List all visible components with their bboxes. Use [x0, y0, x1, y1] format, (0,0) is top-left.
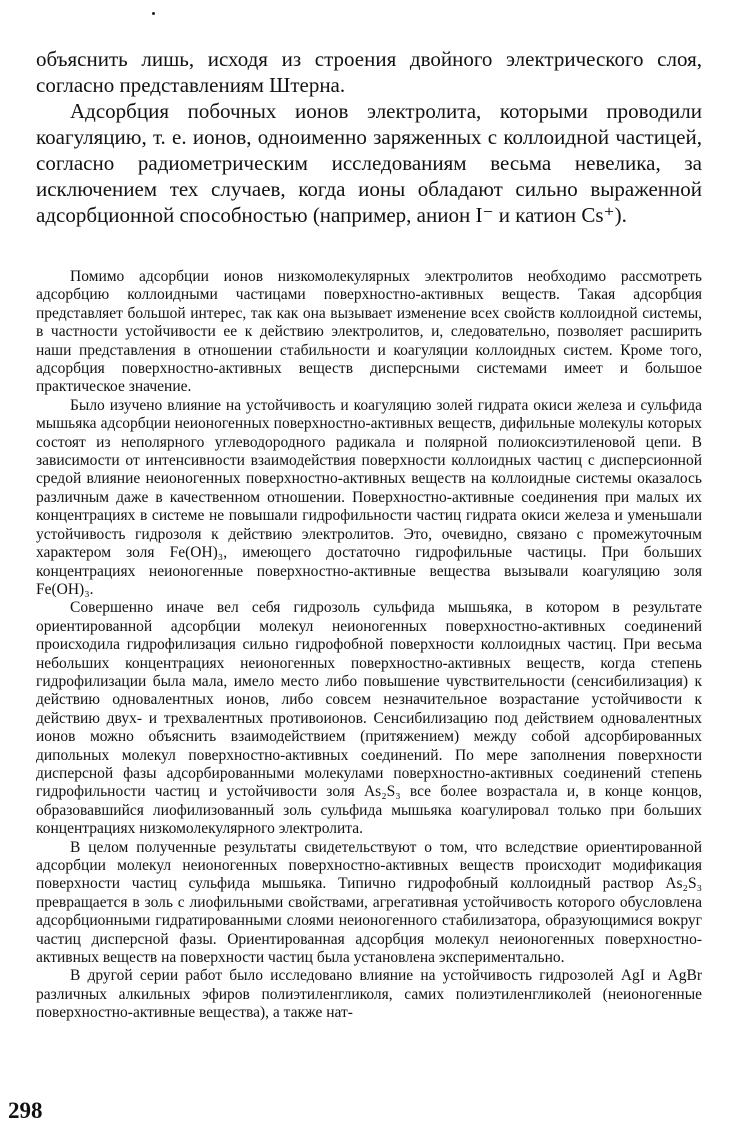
paragraph-large-1: объяснить лишь, исходя из строения двойного электрического слоя, согласно представлениям Штерна.	[36, 47, 702, 97]
page-body	[36, 46, 702, 1023]
paragraph-small-4: В целом полученные результаты свидетельствуют о том, что вследствие ориентированной адсорбции молекул неионогенных поверхностно-активных веществ происходит модификация поверхности частиц сульфида мышьяка. Типично гидрофобный коллоидный раствор As₂S₃ превращается в золь с лиофильными свойствами, агрегативная устойчивость которого обусловлена адсорбционными гидратированными слоями неионогенного стабилизатора, образующимися вокруг частиц дисперсной фазы. Ориентированная адсорбция молекул неионогенных поверхностно-активных веществ на поверхности частиц была установлена экспериментально.	[36, 838, 702, 967]
paragraph-large-2: Адсорбция побочных ионов электролита, которыми проводили коагуляцию, т. е. ионов, одноименно заряженных с коллоидной частицей, согласно радиометрическим исследованиям весьма невелика, за исключением тех случаев, когда ионы обладают сильно выраженной адсорбционной способностью (например, анион I⁻ и катион Cs⁺).	[36, 99, 702, 227]
paragraph-small-1: Помимо адсорбции ионов низкомолекулярных электролитов необходимо рассмотреть адсорбцию коллоидными частицами поверхностно-активных веществ. Такая адсорбция представляет большой интерес, так как она вызывает изменение всех свойств коллоидной системы, в частности устойчивости ее к действию электролитов, и, следовательно, позволяет расширить наши представления в отношении стабильности и коагуляции коллоидных систем. Кроме того, адсорбция поверхностно-активных веществ дисперсными системами имеет и большое практическое значение.	[36, 268, 702, 396]
paragraph-small-3: Совершенно иначе вел себя гидрозоль сульфида мышьяка, в котором в результате ориентированной адсорбции молекул неионогенных поверхностно-активных соединений происходила гидрофилизация сильно гидрофобной поверхности коллоидных частиц. При весьма небольших концентрациях неионогенных поверхностно-активных веществ, когда степень гидрофилизации была мала, имело место либо повышение чувствительности (сенсибилизация) к действию одновалентных ионов, либо совсем незначительное возрастание устойчивости к действию двух- и трехвалентных противоионов. Сенсибилизацию под действием одновалентных ионов можно объяснить взаимодействием (притяжением) между собой адсорбированных дипольных молекул поверхностно-активных соединений. По мере заполнения поверхности дисперсной фазы адсорбированными молекулами поверхностно-активных соединений степень гидрофильности частиц и устойчивости золя As₂S₃ все более возрастала и, в конце концов, образовавшийся лиофилизованный золь сульфида мышьяка коагулировал только при больших концентрациях низкомолекулярного электролита.	[36, 599, 702, 838]
page-number: 298	[8, 1098, 43, 1123]
paragraph-small-5: В другой серии работ было исследовано влияние на устойчивость гидрозолей AgI и AgBr различных алкильных эфиров полиэтиленгликоля, самих полиэтиленгликолей (неионогенные поверхностно-активные вещества), а также нат-	[36, 967, 702, 1022]
stray-mark	[152, 12, 155, 15]
large-text-block	[36, 46, 702, 228]
paragraph-small-2: Было изучено влияние на устойчивость и коагуляцию золей гидрата окиси железа и сульфида мышьяка адсорбции неионогенных поверхностно-активных веществ, дифильные молекулы которых состоят из неполярного углеводородного радикала и полярной полиоксиэтиленовой цепи. В зависимости от интенсивности взаимодействия поверхности коллоидных частиц с дисперсионной средой влияние неионогенных поверхностно-активных веществ на коллоидные системы оказалось различным даже в качественном отношении. Поверхностно-активные соединения при малых их концентрациях в системе не повышали гидрофильности частиц гидрата окиси железа и уменьшали устойчивость гидрозоля к действию электролитов. Это, очевидно, связано с промежуточным характером золя Fe(OH)₃, имеющего достаточно гидрофильные частицы. При больших концентрациях неионогенные поверхностно-активные вещества вызывали коагуляцию золя Fe(OH)₃.	[36, 396, 702, 598]
small-text-block	[36, 268, 702, 1023]
